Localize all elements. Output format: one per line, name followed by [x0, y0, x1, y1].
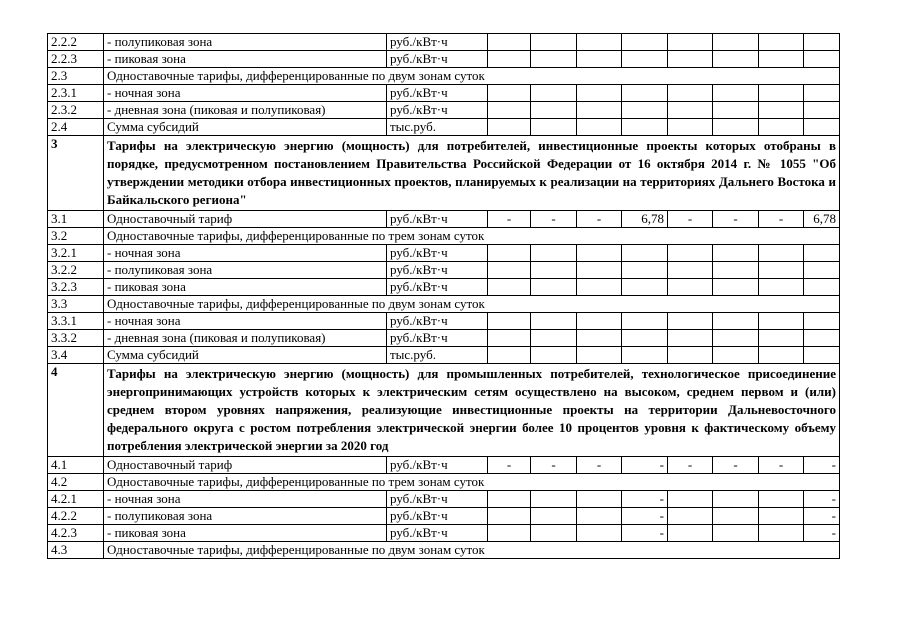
value-cell — [713, 313, 759, 330]
row-name: Одноставочный тариф — [104, 211, 387, 228]
row-code: 2.2.3 — [48, 51, 104, 68]
value-cell — [804, 313, 840, 330]
value-cell: - — [531, 457, 577, 474]
table-row — [48, 34, 841, 51]
row-code: 4.1 — [48, 457, 104, 474]
value-cell — [488, 102, 531, 119]
value-cell: - — [759, 211, 804, 228]
value-cell — [668, 313, 713, 330]
value-cell — [577, 330, 622, 347]
table-row — [48, 85, 841, 102]
row-code: 3.1 — [48, 211, 104, 228]
row-name: Одноставочные тарифы, дифференцированные по трем зонам суток — [104, 474, 840, 491]
tariff-document — [47, 33, 841, 559]
value-cell — [668, 491, 713, 508]
value-cell — [622, 51, 668, 68]
value-cell — [622, 262, 668, 279]
value-cell — [577, 34, 622, 51]
row-unit: руб./кВт·ч — [387, 51, 488, 68]
row-name: Одноставочные тарифы, дифференцированные по трем зонам суток — [104, 228, 840, 245]
value-cell — [804, 347, 840, 364]
row-name: - пиковая зона — [104, 51, 387, 68]
row-name: Сумма субсидий — [104, 347, 387, 364]
value-cell: - — [804, 525, 840, 542]
row-code: 3.2.2 — [48, 262, 104, 279]
row-unit: руб./кВт·ч — [387, 508, 488, 525]
value-cell — [622, 279, 668, 296]
row-name: - ночная зона — [104, 85, 387, 102]
value-cell — [668, 508, 713, 525]
value-cell — [531, 34, 577, 51]
value-cell — [488, 347, 531, 364]
table-row — [48, 347, 841, 364]
row-code: 2.3.1 — [48, 85, 104, 102]
value-cell — [804, 262, 840, 279]
row-unit: руб./кВт·ч — [387, 330, 488, 347]
value-cell — [488, 313, 531, 330]
row-unit: тыс.руб. — [387, 347, 488, 364]
table-row — [48, 525, 841, 542]
row-name: - ночная зона — [104, 245, 387, 262]
table-row — [48, 51, 841, 68]
value-cell — [577, 85, 622, 102]
value-cell — [668, 102, 713, 119]
section-row — [48, 364, 841, 457]
row-code: 4.2 — [48, 474, 104, 491]
value-cell — [531, 347, 577, 364]
row-name: - пиковая зона — [104, 279, 387, 296]
row-code: 2.3.2 — [48, 102, 104, 119]
row-unit: руб./кВт·ч — [387, 102, 488, 119]
value-cell — [488, 525, 531, 542]
row-name: - пиковая зона — [104, 525, 387, 542]
value-cell — [577, 262, 622, 279]
value-cell — [531, 491, 577, 508]
row-name: - полупиковая зона — [104, 34, 387, 51]
section-row — [48, 136, 841, 211]
value-cell — [804, 85, 840, 102]
value-cell — [488, 262, 531, 279]
row-unit: тыс.руб. — [387, 119, 488, 136]
value-cell — [804, 330, 840, 347]
row-unit: руб./кВт·ч — [387, 262, 488, 279]
row-code: 3.2.1 — [48, 245, 104, 262]
row-unit: руб./кВт·ч — [387, 34, 488, 51]
row-code: 2.2.2 — [48, 34, 104, 51]
row-code: 3.3.1 — [48, 313, 104, 330]
value-cell — [577, 491, 622, 508]
row-code: 3.2 — [48, 228, 104, 245]
table-row — [48, 119, 841, 136]
row-unit: руб./кВт·ч — [387, 313, 488, 330]
value-cell: - — [668, 457, 713, 474]
group-row — [48, 296, 841, 313]
value-cell — [668, 347, 713, 364]
value-cell — [713, 85, 759, 102]
row-code: 4 — [48, 364, 104, 457]
value-cell — [531, 119, 577, 136]
row-name: Одноставочные тарифы, дифференцированные по двум зонам суток — [104, 296, 840, 313]
row-code: 2.3 — [48, 68, 104, 85]
value-cell — [577, 508, 622, 525]
value-cell — [713, 347, 759, 364]
value-cell — [577, 525, 622, 542]
group-row — [48, 542, 841, 559]
value-cell — [531, 279, 577, 296]
value-cell — [488, 508, 531, 525]
group-row — [48, 68, 841, 85]
value-cell — [531, 525, 577, 542]
value-cell — [531, 85, 577, 102]
table-row — [48, 262, 841, 279]
row-code: 3.3.2 — [48, 330, 104, 347]
row-name: Одноставочный тариф — [104, 457, 387, 474]
value-cell — [804, 102, 840, 119]
row-name: Одноставочные тарифы, дифференцированные по двум зонам суток — [104, 542, 840, 559]
row-code: 4.2.2 — [48, 508, 104, 525]
value-cell — [759, 262, 804, 279]
value-cell — [804, 51, 840, 68]
value-cell: - — [622, 508, 668, 525]
value-cell — [804, 119, 840, 136]
row-code: 3.2.3 — [48, 279, 104, 296]
value-cell — [488, 34, 531, 51]
value-cell — [622, 85, 668, 102]
value-cell — [804, 245, 840, 262]
section-title: Тарифы на электрическую энергию (мощность) для потребителей, инвестиционные проекты которых отобраны в порядке, предусмотренном постановлением Правительства Российской Федерации от 16 октября 2014 г. № 1055 "Об утверждении методики отбора инвестиционных проектов, планируемых к реализации на территориях Дальнего Востока и Байкальского региона" — [104, 136, 840, 211]
value-cell — [759, 51, 804, 68]
value-cell — [713, 508, 759, 525]
value-cell — [488, 51, 531, 68]
value-cell — [531, 262, 577, 279]
section-title: Тарифы на электрическую энергию (мощность) для промышленных потребителей, технологическое присоединение энергопринимающих устройств которых к электрическим сетям осуществлено на высоком, среднем первом и (или) среднем втором уровнях напряжения, реализующие инвестиционные проекты на территории Дальневосточного федерального округа с ростом потребления электрической энергии более 10 процентов уровня к фактическому объему потребления электрической энергии за 2020 год — [104, 364, 840, 457]
group-row — [48, 228, 841, 245]
value-cell: 6,78 — [622, 211, 668, 228]
table-row — [48, 102, 841, 119]
value-cell — [668, 245, 713, 262]
value-cell: - — [804, 457, 840, 474]
value-cell — [488, 245, 531, 262]
row-name: Сумма субсидий — [104, 119, 387, 136]
value-cell: - — [577, 211, 622, 228]
row-name: Одноставочные тарифы, дифференцированные по двум зонам суток — [104, 68, 840, 85]
table-row — [48, 491, 841, 508]
value-cell — [668, 330, 713, 347]
value-cell — [759, 491, 804, 508]
value-cell — [531, 508, 577, 525]
value-cell — [531, 51, 577, 68]
value-cell — [488, 330, 531, 347]
row-name: - ночная зона — [104, 491, 387, 508]
row-name: - ночная зона — [104, 313, 387, 330]
row-code: 3.3 — [48, 296, 104, 313]
row-name: - полупиковая зона — [104, 508, 387, 525]
row-unit: руб./кВт·ч — [387, 491, 488, 508]
value-cell — [804, 279, 840, 296]
value-cell — [622, 245, 668, 262]
value-cell — [622, 119, 668, 136]
row-code: 2.4 — [48, 119, 104, 136]
value-cell — [622, 347, 668, 364]
table-row — [48, 211, 841, 228]
value-cell — [668, 119, 713, 136]
value-cell — [531, 330, 577, 347]
value-cell — [577, 347, 622, 364]
value-cell — [488, 279, 531, 296]
row-unit: руб./кВт·ч — [387, 245, 488, 262]
value-cell: - — [759, 457, 804, 474]
value-cell: - — [713, 457, 759, 474]
value-cell — [759, 313, 804, 330]
row-name: - полупиковая зона — [104, 262, 387, 279]
value-cell — [759, 279, 804, 296]
value-cell — [668, 262, 713, 279]
table-row — [48, 330, 841, 347]
value-cell: - — [804, 508, 840, 525]
value-cell — [488, 85, 531, 102]
value-cell — [713, 119, 759, 136]
value-cell — [622, 34, 668, 51]
value-cell — [668, 525, 713, 542]
value-cell — [759, 85, 804, 102]
table-row — [48, 245, 841, 262]
table-row — [48, 279, 841, 296]
value-cell — [531, 245, 577, 262]
value-cell — [713, 491, 759, 508]
value-cell — [713, 51, 759, 68]
table-row — [48, 457, 841, 474]
value-cell — [668, 51, 713, 68]
value-cell: - — [804, 491, 840, 508]
value-cell: - — [622, 491, 668, 508]
row-unit: руб./кВт·ч — [387, 279, 488, 296]
value-cell — [759, 34, 804, 51]
value-cell: - — [488, 211, 531, 228]
value-cell — [713, 34, 759, 51]
value-cell: - — [713, 211, 759, 228]
value-cell — [759, 525, 804, 542]
value-cell — [759, 102, 804, 119]
value-cell — [577, 119, 622, 136]
value-cell: - — [622, 457, 668, 474]
row-unit: руб./кВт·ч — [387, 85, 488, 102]
value-cell — [577, 245, 622, 262]
value-cell — [713, 525, 759, 542]
row-code: 4.2.3 — [48, 525, 104, 542]
value-cell — [668, 34, 713, 51]
row-code: 3 — [48, 136, 104, 211]
value-cell — [668, 85, 713, 102]
value-cell — [713, 262, 759, 279]
table-row — [48, 313, 841, 330]
value-cell — [531, 313, 577, 330]
row-code: 3.4 — [48, 347, 104, 364]
value-cell — [577, 51, 622, 68]
value-cell: - — [622, 525, 668, 542]
tariff-table-body — [48, 34, 841, 559]
value-cell — [577, 102, 622, 119]
value-cell — [488, 119, 531, 136]
row-unit: руб./кВт·ч — [387, 211, 488, 228]
row-name: - дневная зона (пиковая и полупиковая) — [104, 330, 387, 347]
value-cell — [713, 102, 759, 119]
value-cell — [622, 330, 668, 347]
value-cell — [759, 347, 804, 364]
value-cell — [759, 245, 804, 262]
row-code: 4.2.1 — [48, 491, 104, 508]
row-name: - дневная зона (пиковая и полупиковая) — [104, 102, 387, 119]
value-cell — [713, 279, 759, 296]
value-cell — [622, 102, 668, 119]
tariff-table — [47, 33, 841, 559]
value-cell: - — [668, 211, 713, 228]
group-row — [48, 474, 841, 491]
table-row — [48, 508, 841, 525]
value-cell: 6,78 — [804, 211, 840, 228]
value-cell — [759, 508, 804, 525]
value-cell — [668, 279, 713, 296]
value-cell — [488, 491, 531, 508]
row-unit: руб./кВт·ч — [387, 457, 488, 474]
value-cell — [713, 330, 759, 347]
value-cell — [577, 279, 622, 296]
value-cell: - — [577, 457, 622, 474]
value-cell — [577, 313, 622, 330]
row-code: 4.3 — [48, 542, 104, 559]
value-cell — [804, 34, 840, 51]
value-cell — [713, 245, 759, 262]
value-cell — [622, 313, 668, 330]
value-cell — [759, 119, 804, 136]
row-unit: руб./кВт·ч — [387, 525, 488, 542]
value-cell: - — [488, 457, 531, 474]
value-cell — [759, 330, 804, 347]
value-cell: - — [531, 211, 577, 228]
value-cell — [531, 102, 577, 119]
